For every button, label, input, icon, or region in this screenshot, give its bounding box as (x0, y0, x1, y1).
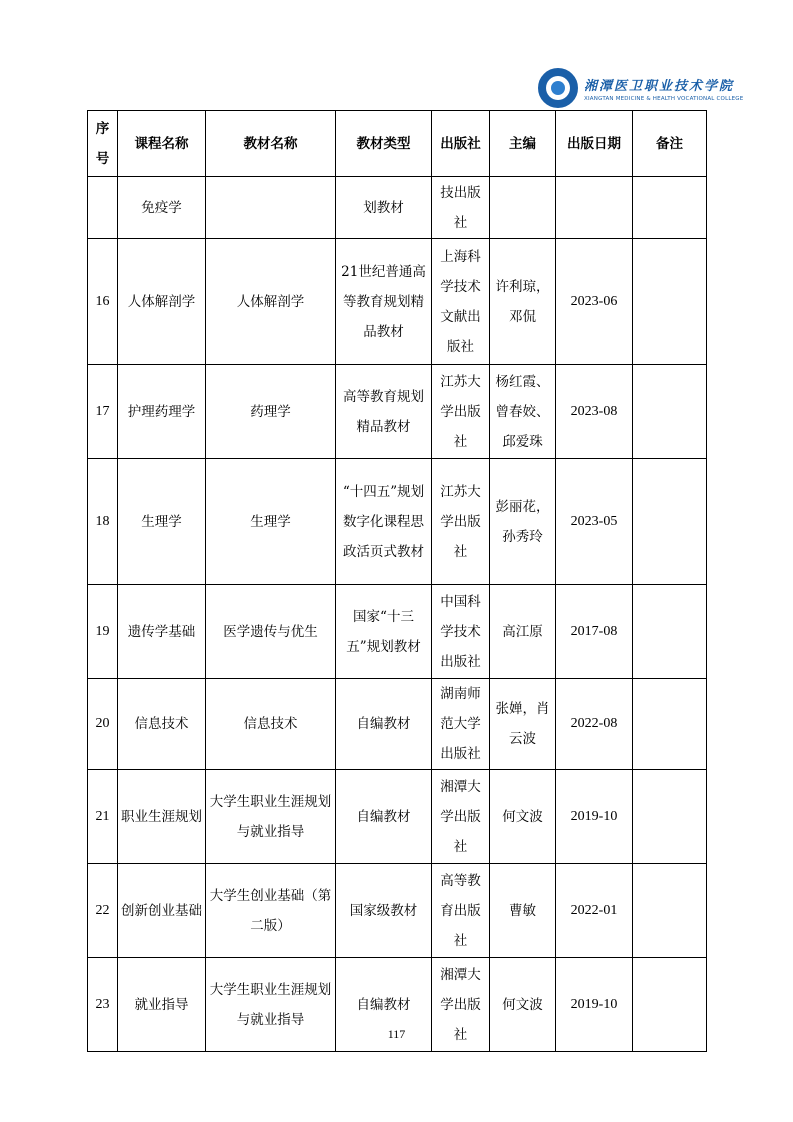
textbook-type-cell: 划教材 (336, 177, 432, 239)
course-name-cell: 职业生涯规划 (118, 770, 206, 864)
column-header: 出版社 (432, 111, 490, 177)
publish-date-cell: 2023-06 (556, 239, 633, 365)
textbook-type-cell: 自编教材 (336, 679, 432, 770)
table-row (88, 679, 707, 770)
textbook-name-cell: 信息技术 (206, 679, 336, 770)
textbook-name-cell (206, 177, 336, 239)
school-seal-icon (538, 68, 578, 108)
remarks-cell (633, 679, 707, 770)
publisher-cell: 上海科学技术文献出版社 (432, 239, 490, 365)
chief-editor-cell: 许利琼，邓侃 (490, 239, 556, 365)
chief-editor-cell: 何文波 (490, 770, 556, 864)
column-header: 序号 (88, 111, 118, 177)
table-row (88, 770, 707, 864)
publisher-cell: 江苏大学出版社 (432, 365, 490, 459)
column-header: 出版日期 (556, 111, 633, 177)
publisher-cell: 湘潭大学出版社 (432, 770, 490, 864)
remarks-cell (633, 177, 707, 239)
publish-date-cell (556, 177, 633, 239)
remarks-cell (633, 770, 707, 864)
table-row (88, 177, 707, 239)
remarks-cell (633, 864, 707, 958)
column-header: 课程名称 (118, 111, 206, 177)
course-name-cell: 人体解剖学 (118, 239, 206, 365)
row-number-cell (88, 177, 118, 239)
chief-editor-cell: 曹敏 (490, 864, 556, 958)
course-name-cell: 护理药理学 (118, 365, 206, 459)
textbook-type-cell: 国家“十三五”规划教材 (336, 585, 432, 679)
table-row (88, 864, 707, 958)
publisher-cell: 湘潭大学出版社 (432, 958, 490, 1052)
row-number-cell: 20 (88, 679, 118, 770)
textbook-type-cell: 21世纪普通高等教育规划精品教材 (336, 239, 432, 365)
course-name-cell: 信息技术 (118, 679, 206, 770)
publish-date-cell: 2017-08 (556, 585, 633, 679)
table-row (88, 459, 707, 585)
publish-date-cell: 2019-10 (556, 958, 633, 1052)
row-number-cell: 22 (88, 864, 118, 958)
school-logo (538, 68, 768, 108)
remarks-cell (633, 239, 707, 365)
column-header: 主编 (490, 111, 556, 177)
chief-editor-cell: 张婵，肖云波 (490, 679, 556, 770)
publish-date-cell: 2023-05 (556, 459, 633, 585)
textbook-name-cell: 人体解剖学 (206, 239, 336, 365)
course-name-cell: 遗传学基础 (118, 585, 206, 679)
course-name-cell: 创新创业基础 (118, 864, 206, 958)
column-header: 备注 (633, 111, 707, 177)
textbook-type-cell: 国家级教材 (336, 864, 432, 958)
school-name-cn: 湘潭医卫职业技术学院 (584, 78, 735, 94)
textbook-name-cell: 大学生创业基础（第二版） (206, 864, 336, 958)
chief-editor-cell: 高江原 (490, 585, 556, 679)
textbook-name-cell: 药理学 (206, 365, 336, 459)
row-number-cell: 18 (88, 459, 118, 585)
chief-editor-cell: 彭丽花，孙秀玲 (490, 459, 556, 585)
textbook-type-cell: 自编教材 (336, 958, 432, 1052)
textbook-table (87, 110, 707, 1052)
row-number-cell: 21 (88, 770, 118, 864)
page-number: 117 (387, 1027, 406, 1041)
textbook-name-cell: 大学生职业生涯规划与就业指导 (206, 770, 336, 864)
row-number-cell: 17 (88, 365, 118, 459)
table-row (88, 585, 707, 679)
remarks-cell (633, 585, 707, 679)
publisher-cell: 江苏大学出版社 (432, 459, 490, 585)
textbook-type-cell: 自编教材 (336, 770, 432, 864)
course-name-cell: 免疫学 (118, 177, 206, 239)
row-number-cell: 16 (88, 239, 118, 365)
table-row (88, 365, 707, 459)
row-number-cell: 19 (88, 585, 118, 679)
chief-editor-cell (490, 177, 556, 239)
textbook-type-cell: “十四五”规划数字化课程思政活页式教材 (336, 459, 432, 585)
column-header: 教材名称 (206, 111, 336, 177)
course-name-cell: 生理学 (118, 459, 206, 585)
publisher-cell: 中国科学技术出版社 (432, 585, 490, 679)
textbook-name-cell: 大学生职业生涯规划与就业指导 (206, 958, 336, 1052)
row-number-cell: 23 (88, 958, 118, 1052)
table-row (88, 239, 707, 365)
publish-date-cell: 2019-10 (556, 770, 633, 864)
publisher-cell: 技出版社 (432, 177, 490, 239)
textbook-name-cell: 医学遗传与优生 (206, 585, 336, 679)
column-header: 教材类型 (336, 111, 432, 177)
course-name-cell: 就业指导 (118, 958, 206, 1052)
textbook-type-cell: 高等教育规划精品教材 (336, 365, 432, 459)
textbook-name-cell: 生理学 (206, 459, 336, 585)
publisher-cell: 高等教育出版社 (432, 864, 490, 958)
chief-editor-cell: 杨红霞、曾春姣、邱爱珠 (490, 365, 556, 459)
remarks-cell (633, 365, 707, 459)
school-name-en: XIANGTAN MEDICINE & HEALTH VOCATIONAL COLLEGE (584, 95, 744, 102)
publisher-cell: 湖南师范大学出版社 (432, 679, 490, 770)
publish-date-cell: 2023-08 (556, 365, 633, 459)
school-name-block (584, 75, 743, 102)
table-header-row (88, 111, 707, 177)
remarks-cell (633, 459, 707, 585)
publish-date-cell: 2022-08 (556, 679, 633, 770)
publish-date-cell: 2022-01 (556, 864, 633, 958)
chief-editor-cell: 何文波 (490, 958, 556, 1052)
